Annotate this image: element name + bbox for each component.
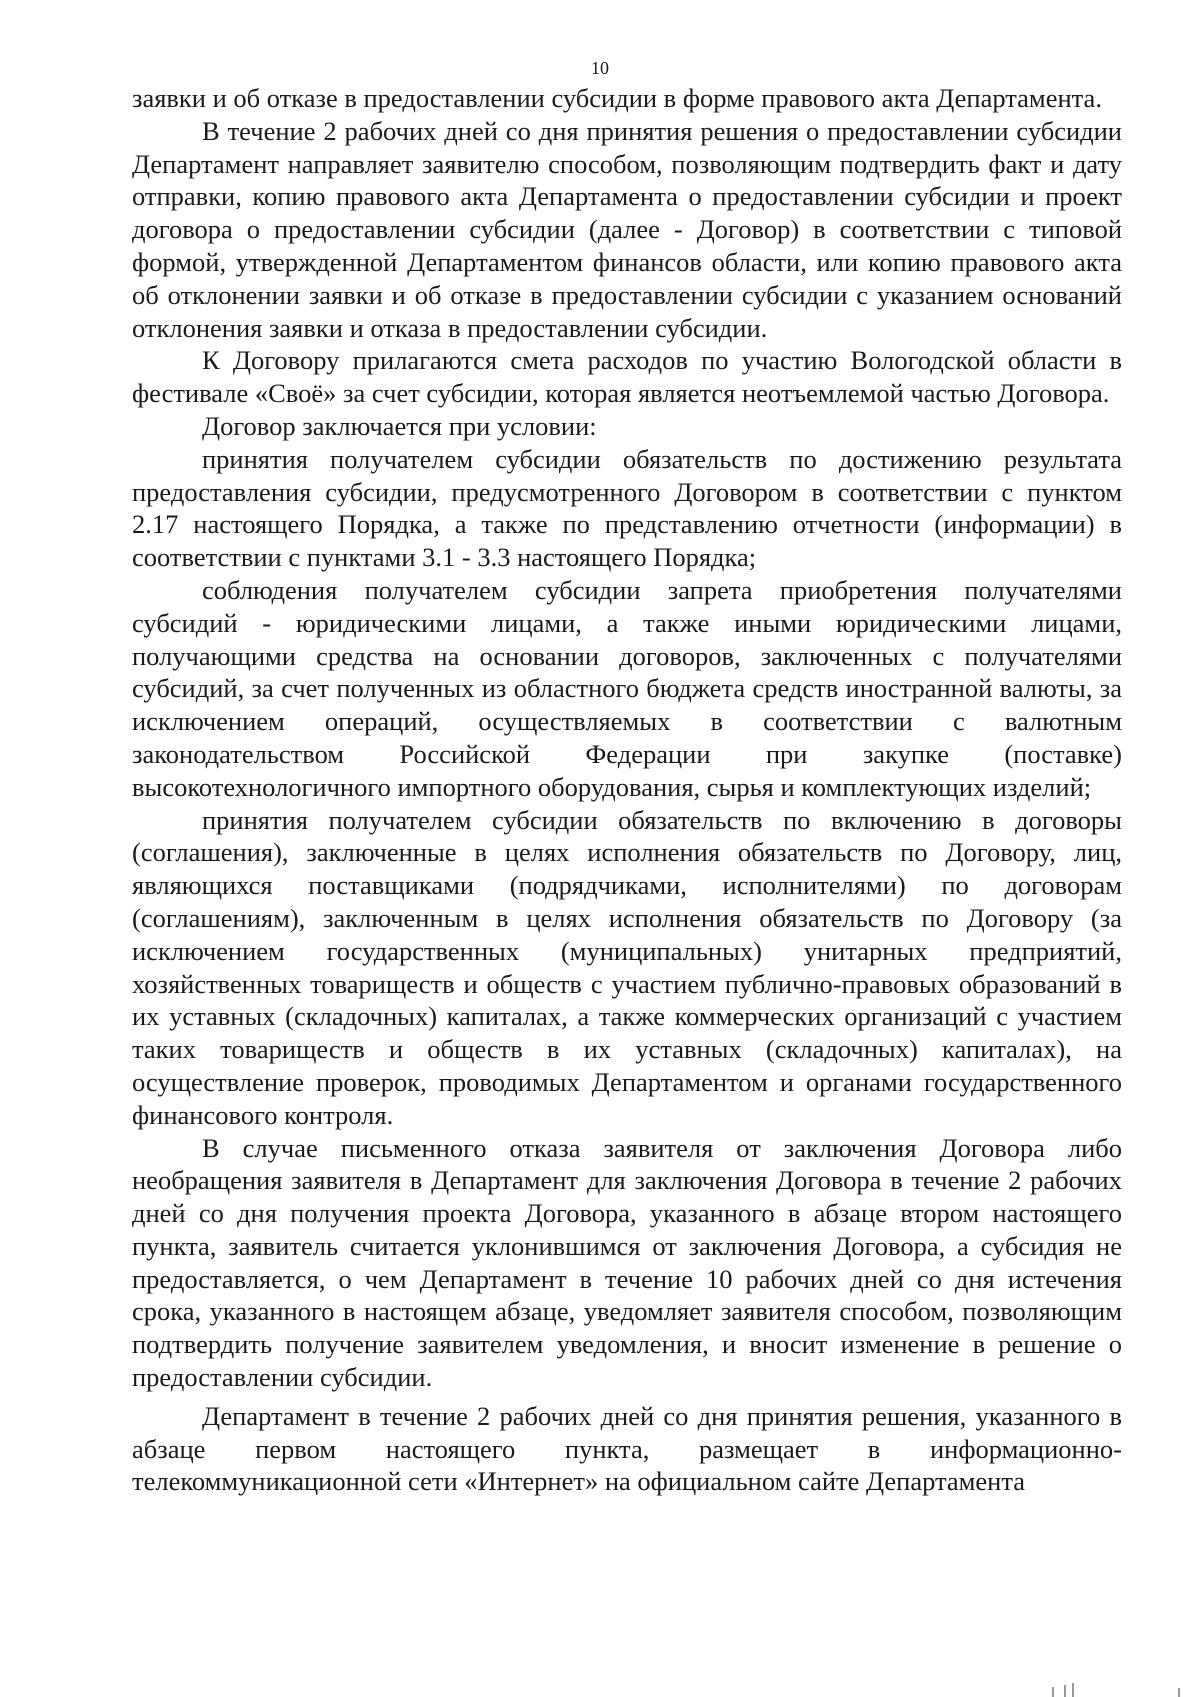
paragraph-publication: Департамент в течение 2 рабочих дней со дня принятия решения, указанного в абзаце первом настоящего пункта, размещает в информационно-телекоммуникационной сети «Интернет» на официальном сайте Департамента bbox=[132, 1400, 1122, 1497]
paragraph-contract-condition: Договор заключается при условии: bbox=[202, 410, 597, 441]
paragraph-condition-results: принятия получателем субсидии обязательств по достижению результата предоставления субсидии, предусмотренного Договором в соответствии с пунктом 2.17 настоящего Порядка, а также по представлению отчетности (информации) в соответствии с пунктами 3.1 - 3.3 настоящего Порядка; bbox=[132, 443, 1122, 573]
scan-artifact-mark bbox=[1052, 1687, 1054, 1697]
paragraph-condition-inspections: принятия получателем субсидии обязательств по включению в договоры (соглашения), заключенные в целях исполнения обязательств по Договору, лиц, являющихся поставщиками (подрядчиками, исполнителями) по договорам (соглашениям), заключенным в целях исполнения обязательств по Договору (за исключением государственных (муниципальных) унитарных предприятий, хозяйственных товариществ и обществ с участием публично-правовых образований в их уставных (складочных) капиталах, а также коммерческих организаций с участием таких товариществ и обществ в их уставных (складочных) капиталах), на осуществление проверок, проводимых Департаментом и органами государственного финансового контроля. bbox=[132, 804, 1122, 1130]
document-body bbox=[132, 82, 1122, 1498]
scan-artifact-mark bbox=[1072, 1683, 1074, 1697]
scan-artifact-mark bbox=[1064, 1685, 1066, 1697]
paragraph-estimate-attachment: К Договору прилагаются смета расходов по участию Вологодской области в фестивале «Своё» за счет субсидии, которая является неотъемлемой частью Договора. bbox=[132, 345, 1122, 409]
page-number: 10 bbox=[591, 58, 609, 78]
paragraph-send-decision: В течение 2 рабочих дней со дня принятия решения о предоставлении субсидии Департамент направляет заявителю способом, позволяющим подтвердить факт и дату отправки, копию правового акта Департамента о предоставлении субсидии и проект договора о предоставлении субсидии (далее - Договор) в соответствии с типовой формой, утвержденной Департаментом финансов области, или копию правового акта об отклонении заявки и об отказе в предоставлении субсидии с указанием оснований отклонения заявки и отказа в предоставлении субсидии. bbox=[132, 115, 1122, 343]
paragraph-refusal: В случае письменного отказа заявителя от заключения Договора либо необращения заявителя в Департамент для заключения Договора в течение 2 рабочих дней со дня получения проекта Договора, указанного в абзаце втором настоящего пункта, заявитель считается уклонившимся от заключения Договора, а субсидия не предоставляется, о чем Департамент в течение 10 рабочих дней со дня истечения срока, указанного в настоящем абзаце, уведомляет заявителя способом, позволяющим подтвердить получение заявителем уведомления, и вносит изменение в решение о предоставлении субсидии. bbox=[132, 1132, 1122, 1393]
scan-artifact-mark bbox=[1178, 1688, 1180, 1697]
paragraph-condition-currency: соблюдения получателем субсидии запрета приобретения получателями субсидий - юридическими лицами, а также иными юридическими лицами, получающими средства на основании договоров, заключенных с получателями субсидий, за счет полученных из областного бюджета средств иностранной валюты, за исключением операций, осуществляемых в соответствии с валютным законодательством Российской Федерации при закупке (поставке) высокотехнологичного импортного оборудования, сырья и комплектующих изделий; bbox=[132, 574, 1122, 802]
paragraph-continuation: заявки и об отказе в предоставлении субсидии в форме правового акта Департамента. bbox=[132, 83, 1102, 113]
